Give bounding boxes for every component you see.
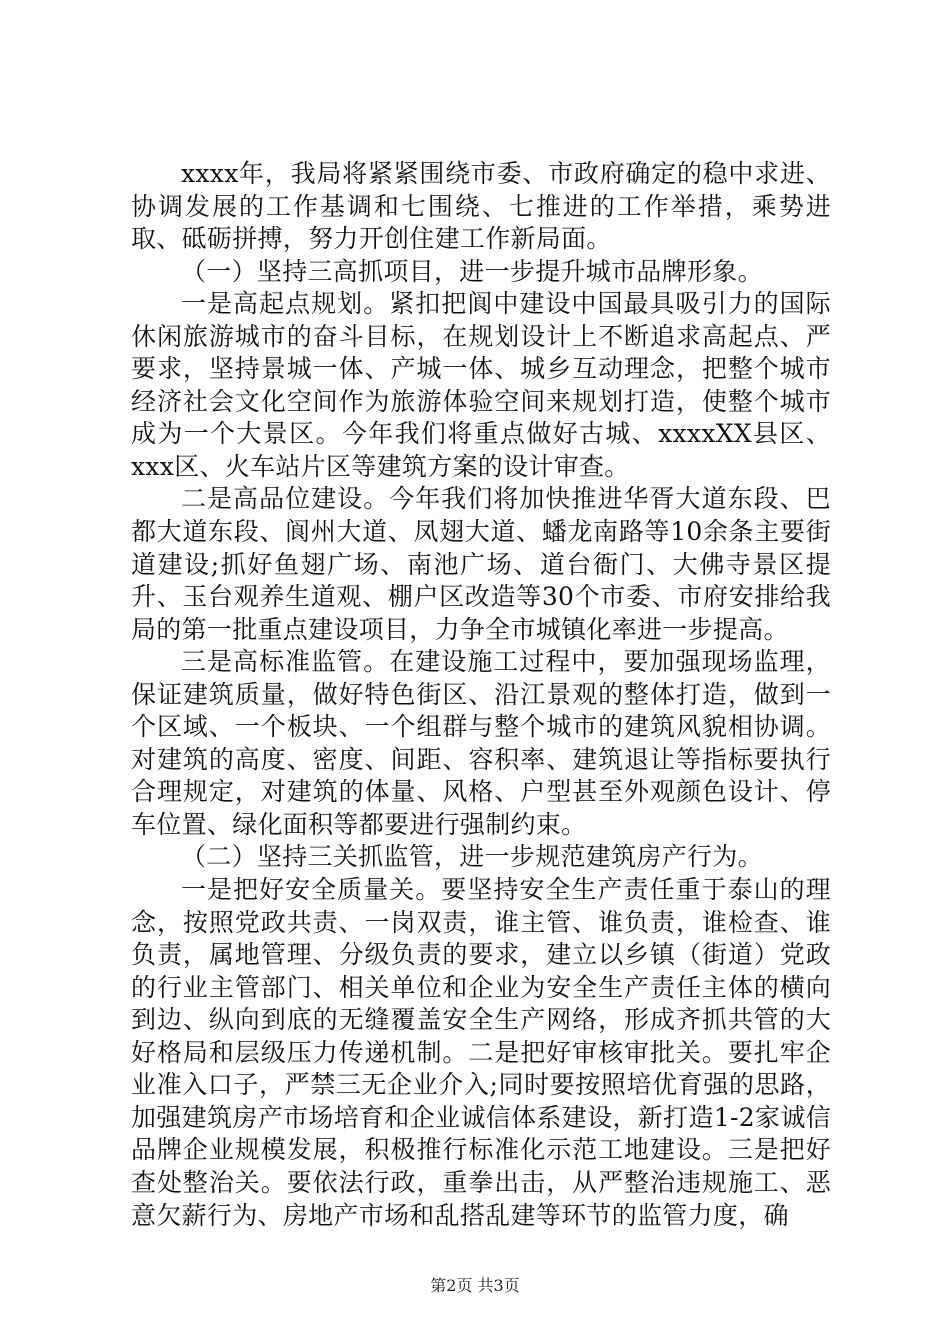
paragraph-intro: xxxx年，我局将紧紧围绕市委、市政府确定的稳中求进、协调发展的工作基调和七围绕、七推进的工作举措，乘势进取、砥砺拼搏，努力开创住建工作新局面。 <box>131 159 831 254</box>
document-body <box>131 158 831 1232</box>
page-number-footer: 第2页 共3页 <box>430 1276 520 1295</box>
paragraph-planning: 一是高起点规划。紧扣把阆中建设中国最具吸引力的国际休闲旅游城市的奋斗目标，在规划设计上不断追求高起点、严要求，坚持景城一体、产城一体、城乡互动理念，把整个城市经济社会文化空间作为旅游体验空间来规划打造，使整个城市成为一个大景区。今年我们将重点做好古城、xxxxXX县区、xxx区、火车站片区等建筑方案的设计审查。 <box>131 289 831 481</box>
paragraph-supervision: 三是高标准监管。在建设施工过程中，要加强现场监理，保证建筑质量，做好特色街区、沿江景观的整体打造，做到一个区域、一个板块、一个组群与整个城市的建筑风貌相协调。对建筑的高度、密度、间距、容积率、建筑退让等指标要执行合理规定，对建筑的体量、风格、户型甚至外观颜色设计、停车位置、绿化面积等都要进行强制约束。 <box>131 647 831 839</box>
section-heading-1: （一）坚持三高抓项目，进一步提升城市品牌形象。 <box>181 256 763 286</box>
section-heading-2: （二）坚持三关抓监管，进一步规范建筑房产行为。 <box>181 842 763 872</box>
paragraph-construction: 二是高品位建设。今年我们将加快推进华胥大道东段、巴都大道东段、阆州大道、凤翅大道、蟠龙南路等10余条主要街道建设;抓好鱼翅广场、南池广场、道台衙门、大佛寺景区提升、玉台观养生道观、棚户区改造等30个市委、市府安排给我局的第一批重点建设项目，力争全市城镇化率进一步提高。 <box>131 484 831 644</box>
paragraph-safety-quality: 一是把好安全质量关。要坚持安全生产责任重于泰山的理念，按照党政共责、一岗双责，谁主管、谁负责，谁检查、谁负责，属地管理、分级负责的要求，建立以乡镇（街道）党政的行业主管部门、相关单位和企业为安全生产责任主体的横向到边、纵向到底的无缝覆盖安全生产网络，形成齐抓共管的大好格局和层级压力传递机制。二是把好审核审批关。要扎牢企业准入口子，严禁三无企业介入;同时要按照培优育强的思路，加强建筑房产市场培育和企业诚信体系建设，新打造1-2家诚信品牌企业规模发展，积极推行标准化示范工地建设。三是把好查处整治关。要依法行政，重拳出击，从严整治违规施工、恶意欠薪行为、房地产市场和乱搭乱建等环节的监管力度，确 <box>131 875 831 1230</box>
